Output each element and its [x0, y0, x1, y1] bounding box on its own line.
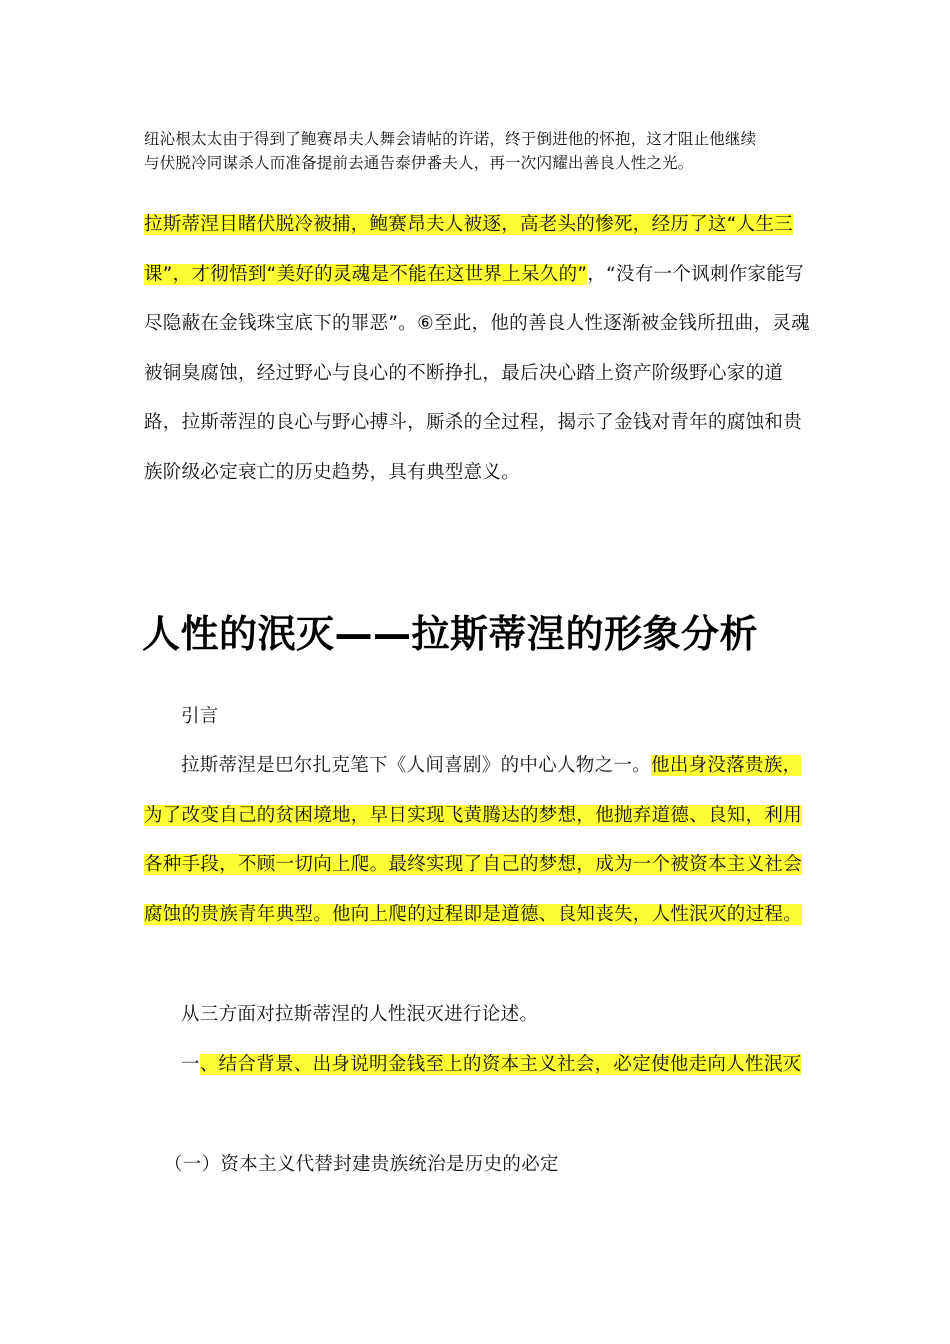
intro-line-1: 纽沁根太太由于得到了鲍赛昂夫人舞会请帖的许诺，终于倒进他的怀抱，这才阻止他继续 [144, 130, 757, 148]
heading-one-number: 一 [181, 1054, 200, 1075]
intro-body-highlighted: 他出身没落贵族，为了改变自己的贫困境地，早日实现飞黄腾达的梦想，他抛弃道德、良知，利用各种手段，不顾一切向上爬。最终实现了自己的梦想，成为一个被资本主义社会腐蚀的贵族青年典型。他向上爬的过程即是道德、良知丧失，人性泯灭的过程。 [144, 755, 803, 925]
summary-text: ，“没有一个讽刺作家能写尽隐蔽在金钱珠宝底下的罪恶”。⑥至此，他的善良人性逐渐被金钱所扭曲，灵魂被铜臭腐蚀，经过野心与良心的不断挣扎，最后决心踏上资产阶级野心家的道路，拉斯蒂涅的良心与野心搏斗，厮杀的全过程，揭示了金钱对青年的腐蚀和贵族阶级必定衰亡的历史趋势，具有典型意义。 [144, 263, 810, 483]
intro-line-2: 与伏脱冷同谋杀人而准备提前去通告泰伊番夫人，再一次闪耀出善良人性之光。 [144, 154, 694, 172]
summary-paragraph [144, 200, 812, 497]
article-title: 人性的泯灭——拉斯蒂涅的形象分析 [142, 612, 759, 656]
intro-paragraph [144, 127, 812, 175]
argument-overview: 从三方面对拉斯蒂涅的人性泯灭进行论述。 [181, 1004, 539, 1025]
subheading-one: （一）资本主义代替封建贵族统治是历史的必定 [164, 1154, 559, 1175]
heading-one [144, 1040, 812, 1090]
section-intro-label: 引言 [181, 706, 219, 727]
intro-body-paragraph [144, 741, 812, 939]
intro-body-plain: 拉斯蒂涅是巴尔扎克笔下《人间喜剧》的中心人物之一。 [181, 755, 652, 776]
summary-highlighted-text: 拉斯蒂涅目睹伏脱冷被捕，鲍赛昂夫人被逐，高老头的惨死，经历了这“人生三课”，才彻悟到“美好的灵魂是不能在这世界上呆久的” [144, 214, 794, 285]
heading-one-text: 、结合背景、出身说明金钱至上的资本主义社会，必定使他走向人性泯灭 [199, 1054, 802, 1075]
